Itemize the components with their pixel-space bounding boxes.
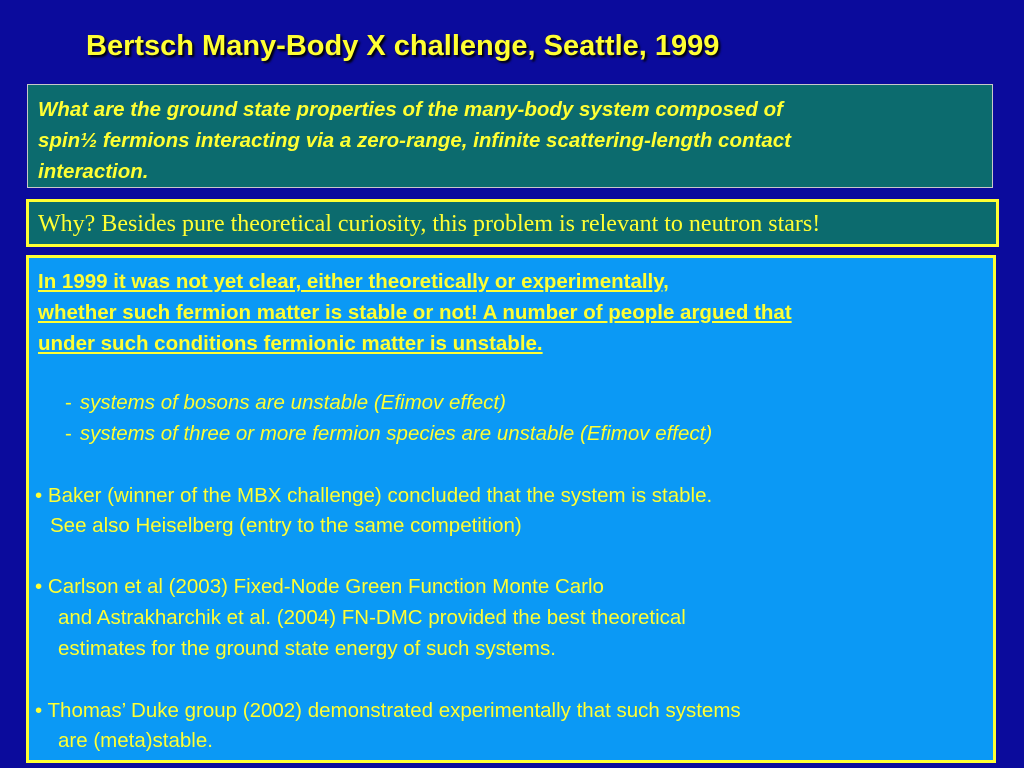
bullet-marker: •: [35, 575, 43, 598]
question-line: What are the ground state properties of the many-body system composed of: [38, 98, 783, 121]
bullet-text: Baker (winner of the MBX challenge) concluded that the system is stable.: [47, 484, 713, 507]
bullet-text: Thomas’ Duke group (2002) demonstrated experimentally that such systems: [47, 699, 741, 722]
bullet-item-baker: [35, 484, 712, 508]
question-line: interaction.: [38, 160, 149, 183]
bullet-marker: •: [35, 699, 43, 722]
dash-marker: -: [65, 391, 72, 414]
intro-line: under such conditions fermionic matter is unstable.: [38, 332, 543, 355]
why-text: Why? Besides pure theoretical curiosity, this problem is relevant to neutron stars!: [38, 211, 821, 237]
intro-paragraph: [38, 266, 792, 359]
intro-line: whether such fermion matter is stable or not! A number of people argued that: [38, 301, 792, 324]
why-box: [26, 199, 999, 247]
bullet-marker: •: [35, 484, 43, 507]
question-box: [27, 84, 993, 188]
slide-title: Bertsch Many-Body X challenge, Seattle, 1999: [86, 30, 720, 62]
bullet-text: Carlson et al (2003) Fixed-Node Green Function Monte Carlo: [47, 575, 604, 598]
main-content-box: [26, 255, 996, 763]
bullet-continuation: See also Heiselberg (entry to the same competition): [50, 514, 522, 537]
intro-line: In 1999 it was not yet clear, either theoretically or experimentally,: [38, 270, 669, 293]
question-text: [38, 94, 988, 187]
question-line: spin½ fermions interacting via a zero-range, infinite scattering-length contact: [38, 129, 791, 152]
dash-item-text: systems of three or more fermion species are unstable (Efimov effect): [79, 422, 713, 445]
bullet-continuation: and Astrakharchik et al. (2004) FN-DMC provided the best theoretical: [58, 606, 686, 629]
bullet-continuation: estimates for the ground state energy of such systems.: [58, 637, 556, 660]
dash-item-text: systems of bosons are unstable (Efimov effect): [79, 391, 506, 414]
bullet-item-thomas: [35, 699, 741, 723]
dash-item: [65, 391, 506, 415]
dash-marker: -: [65, 422, 72, 445]
dash-item: [65, 422, 712, 446]
bullet-continuation: are (meta)stable.: [58, 729, 213, 752]
bullet-item-carlson: [35, 575, 604, 599]
